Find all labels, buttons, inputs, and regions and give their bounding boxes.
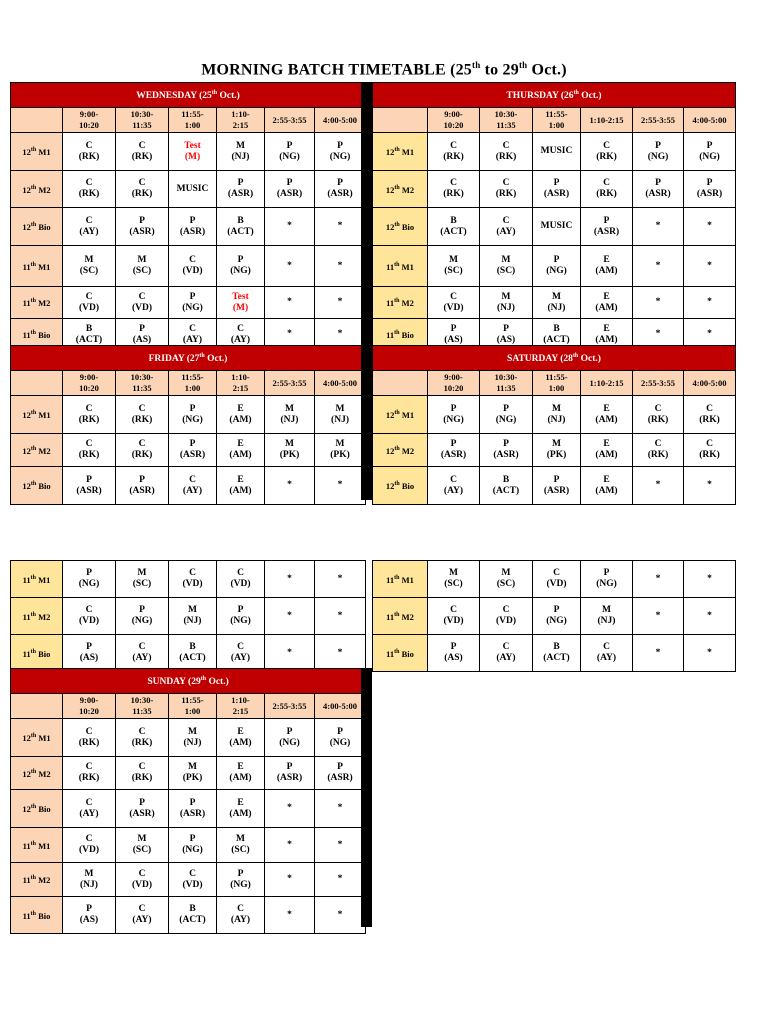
- time-slot-header: 2:55-3:55: [265, 108, 315, 133]
- schedule-cell: C (RK): [684, 396, 736, 434]
- schedule-cell: M (NJ): [480, 287, 533, 319]
- time-slot-header: 10:30- 11:35: [480, 108, 533, 133]
- schedule-cell: *: [315, 598, 366, 635]
- class-label: 12th M1: [373, 396, 428, 434]
- class-label: 12th Bio: [373, 208, 428, 246]
- schedule-cell: C (RK): [116, 719, 169, 757]
- class-label: 12th M2: [11, 757, 63, 790]
- class-label: 12th Bio: [11, 790, 63, 828]
- schedule-cell: C (RK): [63, 171, 116, 208]
- corner-cell: [11, 694, 63, 719]
- schedule-cell: *: [315, 287, 366, 319]
- schedule-cell: *: [315, 208, 366, 246]
- schedule-cell: C (RK): [63, 434, 116, 467]
- schedule-cell: C (RK): [116, 171, 169, 208]
- schedule-cell: E (AM): [217, 757, 265, 790]
- schedule-cell: C (AY): [217, 319, 265, 351]
- schedule-cell: *: [265, 635, 315, 672]
- time-slot-header: 1:10- 2:15: [217, 694, 265, 719]
- table-row: [11, 287, 366, 319]
- table-row: [11, 790, 366, 828]
- timetable-sat2: [372, 560, 736, 672]
- time-slot-header: 11:55- 1:00: [533, 108, 581, 133]
- day-header-wed: WEDNESDAY (25th Oct.): [11, 83, 366, 108]
- schedule-cell: P (ASR): [633, 171, 684, 208]
- schedule-cell: C (RK): [428, 133, 480, 171]
- schedule-cell: P (NG): [533, 246, 581, 287]
- schedule-cell: P (ASR): [480, 434, 533, 467]
- schedule-cell: B (ACT): [428, 208, 480, 246]
- schedule-cell: P (NG): [633, 133, 684, 171]
- schedule-cell: C (VD): [63, 287, 116, 319]
- schedule-cell: M (NJ): [169, 598, 217, 635]
- time-slot-header: 1:10- 2:15: [217, 371, 265, 396]
- table-row: [11, 561, 366, 598]
- day-header-sat: SATURDAY (28th Oct.): [373, 346, 736, 371]
- schedule-cell: C (AY): [480, 635, 533, 672]
- schedule-cell: P (ASR): [116, 467, 169, 505]
- schedule-cell: P (ASR): [315, 171, 366, 208]
- time-slot-header: 4:00-5:00: [684, 108, 736, 133]
- time-slot-header: 1:10-2:15: [581, 371, 633, 396]
- corner-cell: [11, 371, 63, 396]
- schedule-cell: M (NJ): [169, 719, 217, 757]
- table-row: [11, 171, 366, 208]
- schedule-cell: C (VD): [169, 561, 217, 598]
- schedule-cell: C (RK): [63, 719, 116, 757]
- schedule-cell: C (AY): [63, 208, 116, 246]
- timetable-thu: [372, 82, 736, 351]
- table-row: [373, 598, 736, 635]
- schedule-cell: C (AY): [116, 897, 169, 934]
- schedule-cell: *: [633, 319, 684, 351]
- schedule-cell: M (SC): [116, 828, 169, 863]
- schedule-cell: *: [265, 467, 315, 505]
- table-row: [373, 246, 736, 287]
- schedule-cell: *: [633, 635, 684, 672]
- schedule-cell: E (AM): [581, 396, 633, 434]
- class-label: 12th M1: [373, 133, 428, 171]
- schedule-cell: C (RK): [684, 434, 736, 467]
- schedule-cell: M (PK): [315, 434, 366, 467]
- class-label: 12th M1: [11, 719, 63, 757]
- table-row: [11, 897, 366, 934]
- schedule-cell: Test (M): [217, 287, 265, 319]
- schedule-cell: M (NJ): [533, 396, 581, 434]
- schedule-cell: M (SC): [480, 561, 533, 598]
- time-slot-header: 2:55-3:55: [633, 108, 684, 133]
- class-label: 11th M2: [11, 287, 63, 319]
- schedule-cell: C (RK): [581, 133, 633, 171]
- table-row: [11, 396, 366, 434]
- schedule-cell: B (ACT): [169, 897, 217, 934]
- table-row: [11, 434, 366, 467]
- timetable-sun: [10, 668, 366, 934]
- schedule-cell: C (VD): [116, 863, 169, 897]
- time-slot-header: 2:55-3:55: [633, 371, 684, 396]
- schedule-cell: *: [315, 863, 366, 897]
- class-label: 12th M1: [11, 133, 63, 171]
- schedule-cell: P (NG): [217, 246, 265, 287]
- table-row: [373, 434, 736, 467]
- class-label: 11th M2: [373, 287, 428, 319]
- schedule-cell: P (NG): [480, 396, 533, 434]
- schedule-cell: P (ASR): [315, 757, 366, 790]
- table-row: [11, 208, 366, 246]
- schedule-cell: *: [684, 467, 736, 505]
- day-header-fri: FRIDAY (27th Oct.): [11, 346, 366, 371]
- schedule-cell: C (RK): [480, 133, 533, 171]
- schedule-cell: B (ACT): [480, 467, 533, 505]
- schedule-cell: MUSIC: [533, 133, 581, 171]
- schedule-cell: E (AM): [217, 719, 265, 757]
- class-label: 12th M2: [373, 171, 428, 208]
- schedule-cell: P (AS): [63, 635, 116, 672]
- day-header-thu: THURSDAY (26th Oct.): [373, 83, 736, 108]
- schedule-cell: P (NG): [315, 719, 366, 757]
- table-row: [373, 133, 736, 171]
- schedule-cell: *: [633, 467, 684, 505]
- schedule-cell: B (ACT): [169, 635, 217, 672]
- schedule-cell: C (RK): [63, 757, 116, 790]
- schedule-cell: *: [315, 897, 366, 934]
- timetable-fri2: [10, 560, 366, 672]
- schedule-cell: P (ASR): [169, 208, 217, 246]
- table-row: [373, 561, 736, 598]
- schedule-cell: *: [684, 287, 736, 319]
- class-label: 11th M2: [11, 598, 63, 635]
- schedule-cell: P (NG): [315, 133, 366, 171]
- schedule-cell: C (RK): [581, 171, 633, 208]
- class-label: 11th M1: [373, 246, 428, 287]
- schedule-cell: C (AY): [581, 635, 633, 672]
- time-slot-header: 10:30- 11:35: [116, 108, 169, 133]
- schedule-cell: B (ACT): [533, 319, 581, 351]
- schedule-cell: P (AS): [428, 319, 480, 351]
- schedule-cell: M (NJ): [533, 287, 581, 319]
- table-row: [373, 171, 736, 208]
- schedule-cell: M (PK): [533, 434, 581, 467]
- schedule-cell: C (VD): [169, 246, 217, 287]
- corner-cell: [373, 108, 428, 133]
- time-slot-header: 2:55-3:55: [265, 371, 315, 396]
- schedule-cell: P (ASR): [265, 757, 315, 790]
- schedule-cell: MUSIC: [533, 208, 581, 246]
- schedule-cell: C (RK): [63, 396, 116, 434]
- schedule-cell: *: [315, 561, 366, 598]
- class-label: 11th Bio: [11, 635, 63, 672]
- schedule-cell: P (ASR): [265, 171, 315, 208]
- class-label: 11th Bio: [373, 319, 428, 351]
- schedule-cell: P (ASR): [581, 208, 633, 246]
- schedule-cell: E (AM): [217, 396, 265, 434]
- class-label: 11th M1: [373, 561, 428, 598]
- time-slot-header: 10:30- 11:35: [116, 694, 169, 719]
- time-slot-header: 11:55- 1:00: [533, 371, 581, 396]
- schedule-cell: P (NG): [217, 863, 265, 897]
- table-row: [373, 467, 736, 505]
- schedule-cell: M (PK): [169, 757, 217, 790]
- schedule-cell: C (VD): [63, 828, 116, 863]
- time-slot-header: 4:00-5:00: [315, 694, 366, 719]
- table-row: [11, 133, 366, 171]
- class-label: 12th Bio: [373, 467, 428, 505]
- schedule-cell: *: [684, 635, 736, 672]
- table-row: [11, 863, 366, 897]
- schedule-cell: P (AS): [63, 897, 116, 934]
- schedule-cell: P (AS): [428, 635, 480, 672]
- schedule-cell: C (RK): [116, 396, 169, 434]
- schedule-cell: C (AY): [63, 790, 116, 828]
- corner-cell: [11, 108, 63, 133]
- schedule-cell: C (AY): [480, 208, 533, 246]
- schedule-cell: C (RK): [633, 434, 684, 467]
- schedule-cell: C (VD): [428, 287, 480, 319]
- schedule-cell: C (AY): [169, 467, 217, 505]
- time-slot-header: 1:10- 2:15: [217, 108, 265, 133]
- class-label: 11th Bio: [373, 635, 428, 672]
- schedule-cell: E (AM): [581, 319, 633, 351]
- time-slot-header: 4:00-5:00: [315, 108, 366, 133]
- schedule-cell: *: [633, 287, 684, 319]
- schedule-cell: C (RK): [480, 171, 533, 208]
- schedule-cell: C (RK): [116, 434, 169, 467]
- timetable-fri: [10, 345, 366, 505]
- schedule-cell: P (NG): [116, 598, 169, 635]
- time-slot-header: 11:55- 1:00: [169, 371, 217, 396]
- schedule-cell: P (NG): [169, 396, 217, 434]
- schedule-cell: *: [265, 790, 315, 828]
- schedule-cell: P (ASR): [428, 434, 480, 467]
- schedule-cell: M (NJ): [315, 396, 366, 434]
- schedule-cell: P (NG): [581, 561, 633, 598]
- schedule-cell: P (ASR): [533, 171, 581, 208]
- table-row: [11, 828, 366, 863]
- schedule-cell: *: [265, 561, 315, 598]
- schedule-cell: M (SC): [116, 561, 169, 598]
- table-row: [11, 246, 366, 287]
- timetable-sat: [372, 345, 736, 505]
- schedule-cell: C (RK): [116, 757, 169, 790]
- schedule-cell: *: [315, 828, 366, 863]
- schedule-cell: P (NG): [169, 287, 217, 319]
- table-row: [11, 467, 366, 505]
- class-label: 11th M1: [11, 561, 63, 598]
- day-header-sun: SUNDAY (29th Oct.): [11, 669, 366, 694]
- class-label: 12th M2: [373, 434, 428, 467]
- time-slot-header: 9:00- 10:20: [63, 371, 116, 396]
- schedule-cell: *: [315, 467, 366, 505]
- schedule-cell: E (AM): [581, 287, 633, 319]
- time-slot-header: 9:00- 10:20: [63, 108, 116, 133]
- schedule-cell: E (AM): [217, 467, 265, 505]
- schedule-cell: C (VD): [533, 561, 581, 598]
- schedule-cell: M (SC): [480, 246, 533, 287]
- table-row: [11, 635, 366, 672]
- page-title: MORNING BATCH TIMETABLE (25th to 29th Oct.): [201, 60, 567, 79]
- schedule-cell: *: [633, 246, 684, 287]
- time-slot-header: 4:00-5:00: [684, 371, 736, 396]
- schedule-cell: *: [633, 598, 684, 635]
- schedule-cell: C (AY): [169, 319, 217, 351]
- class-label: 12th M1: [11, 396, 63, 434]
- schedule-cell: MUSIC: [169, 171, 217, 208]
- schedule-cell: C (RK): [633, 396, 684, 434]
- class-label: 11th Bio: [11, 897, 63, 934]
- schedule-cell: P (ASR): [684, 171, 736, 208]
- schedule-cell: P (NG): [684, 133, 736, 171]
- schedule-cell: M (SC): [428, 561, 480, 598]
- schedule-cell: P (ASR): [116, 790, 169, 828]
- schedule-cell: M (NJ): [581, 598, 633, 635]
- schedule-cell: M (NJ): [217, 133, 265, 171]
- time-slot-header: 4:00-5:00: [315, 371, 366, 396]
- schedule-cell: M (NJ): [265, 396, 315, 434]
- schedule-cell: C (VD): [63, 598, 116, 635]
- schedule-cell: *: [684, 598, 736, 635]
- table-row: [11, 757, 366, 790]
- class-label: 11th M1: [11, 828, 63, 863]
- schedule-cell: *: [684, 208, 736, 246]
- schedule-cell: E (AM): [581, 246, 633, 287]
- class-label: 11th M1: [11, 246, 63, 287]
- schedule-cell: E (AM): [581, 467, 633, 505]
- time-slot-header: 11:55- 1:00: [169, 108, 217, 133]
- schedule-cell: *: [265, 287, 315, 319]
- corner-cell: [373, 371, 428, 396]
- schedule-cell: C (AY): [428, 467, 480, 505]
- schedule-cell: B (ACT): [533, 635, 581, 672]
- schedule-cell: *: [633, 561, 684, 598]
- schedule-cell: M (SC): [116, 246, 169, 287]
- schedule-cell: *: [684, 561, 736, 598]
- column-separator-top: [361, 82, 372, 500]
- schedule-cell: *: [265, 319, 315, 351]
- class-label: 11th Bio: [11, 319, 63, 351]
- schedule-cell: *: [265, 246, 315, 287]
- schedule-cell: C (RK): [428, 171, 480, 208]
- schedule-cell: P (ASR): [169, 790, 217, 828]
- schedule-cell: C (VD): [480, 598, 533, 635]
- schedule-cell: *: [684, 319, 736, 351]
- schedule-cell: *: [265, 863, 315, 897]
- schedule-cell: C (AY): [217, 897, 265, 934]
- schedule-cell: C (RK): [116, 133, 169, 171]
- table-row: [373, 287, 736, 319]
- schedule-cell: *: [315, 790, 366, 828]
- schedule-cell: P (ASR): [116, 208, 169, 246]
- schedule-cell: P (NG): [63, 561, 116, 598]
- table-row: [373, 635, 736, 672]
- schedule-cell: C (AY): [217, 635, 265, 672]
- schedule-cell: *: [265, 828, 315, 863]
- column-separator-bottom: [361, 668, 372, 927]
- class-label: 12th Bio: [11, 208, 63, 246]
- class-label: 11th M2: [11, 863, 63, 897]
- schedule-cell: P (NG): [169, 828, 217, 863]
- schedule-cell: C (VD): [116, 287, 169, 319]
- schedule-cell: M (SC): [428, 246, 480, 287]
- class-label: 12th M2: [11, 434, 63, 467]
- schedule-cell: P (ASR): [63, 467, 116, 505]
- table-row: [11, 598, 366, 635]
- table-row: [373, 396, 736, 434]
- schedule-cell: M (SC): [63, 246, 116, 287]
- schedule-cell: E (AM): [581, 434, 633, 467]
- schedule-cell: C (RK): [63, 133, 116, 171]
- schedule-cell: P (AS): [116, 319, 169, 351]
- schedule-cell: *: [684, 246, 736, 287]
- time-slot-header: 10:30- 11:35: [480, 371, 533, 396]
- schedule-cell: B (ACT): [63, 319, 116, 351]
- schedule-cell: B (ACT): [217, 208, 265, 246]
- time-slot-header: 9:00- 10:20: [428, 371, 480, 396]
- table-row: [373, 208, 736, 246]
- schedule-cell: C (VD): [217, 561, 265, 598]
- schedule-cell: E (AM): [217, 790, 265, 828]
- schedule-cell: *: [315, 319, 366, 351]
- schedule-cell: *: [633, 208, 684, 246]
- schedule-cell: P (ASR): [217, 171, 265, 208]
- schedule-cell: *: [265, 897, 315, 934]
- timetable-wed: [10, 82, 366, 351]
- time-slot-header: 9:00- 10:20: [63, 694, 116, 719]
- schedule-cell: M (SC): [217, 828, 265, 863]
- schedule-cell: P (NG): [265, 133, 315, 171]
- schedule-cell: P (NG): [265, 719, 315, 757]
- schedule-cell: E (AM): [217, 434, 265, 467]
- schedule-cell: C (VD): [169, 863, 217, 897]
- schedule-cell: M (PK): [265, 434, 315, 467]
- schedule-cell: M (NJ): [63, 863, 116, 897]
- schedule-cell: C (AY): [116, 635, 169, 672]
- schedule-cell: *: [315, 246, 366, 287]
- schedule-cell: P (ASR): [533, 467, 581, 505]
- time-slot-header: 10:30- 11:35: [116, 371, 169, 396]
- time-slot-header: 11:55- 1:00: [169, 694, 217, 719]
- schedule-cell: *: [315, 635, 366, 672]
- schedule-cell: C (VD): [428, 598, 480, 635]
- class-label: 12th M2: [11, 171, 63, 208]
- schedule-cell: P (NG): [217, 598, 265, 635]
- schedule-cell: P (NG): [533, 598, 581, 635]
- schedule-cell: P (ASR): [169, 434, 217, 467]
- schedule-cell: P (AS): [480, 319, 533, 351]
- class-label: 12th Bio: [11, 467, 63, 505]
- schedule-cell: P (NG): [428, 396, 480, 434]
- class-label: 11th M2: [373, 598, 428, 635]
- time-slot-header: 9:00- 10:20: [428, 108, 480, 133]
- schedule-cell: Test (M): [169, 133, 217, 171]
- time-slot-header: 2:55-3:55: [265, 694, 315, 719]
- time-slot-header: 1:10-2:15: [581, 108, 633, 133]
- table-row: [11, 719, 366, 757]
- schedule-cell: *: [265, 208, 315, 246]
- schedule-cell: *: [265, 598, 315, 635]
